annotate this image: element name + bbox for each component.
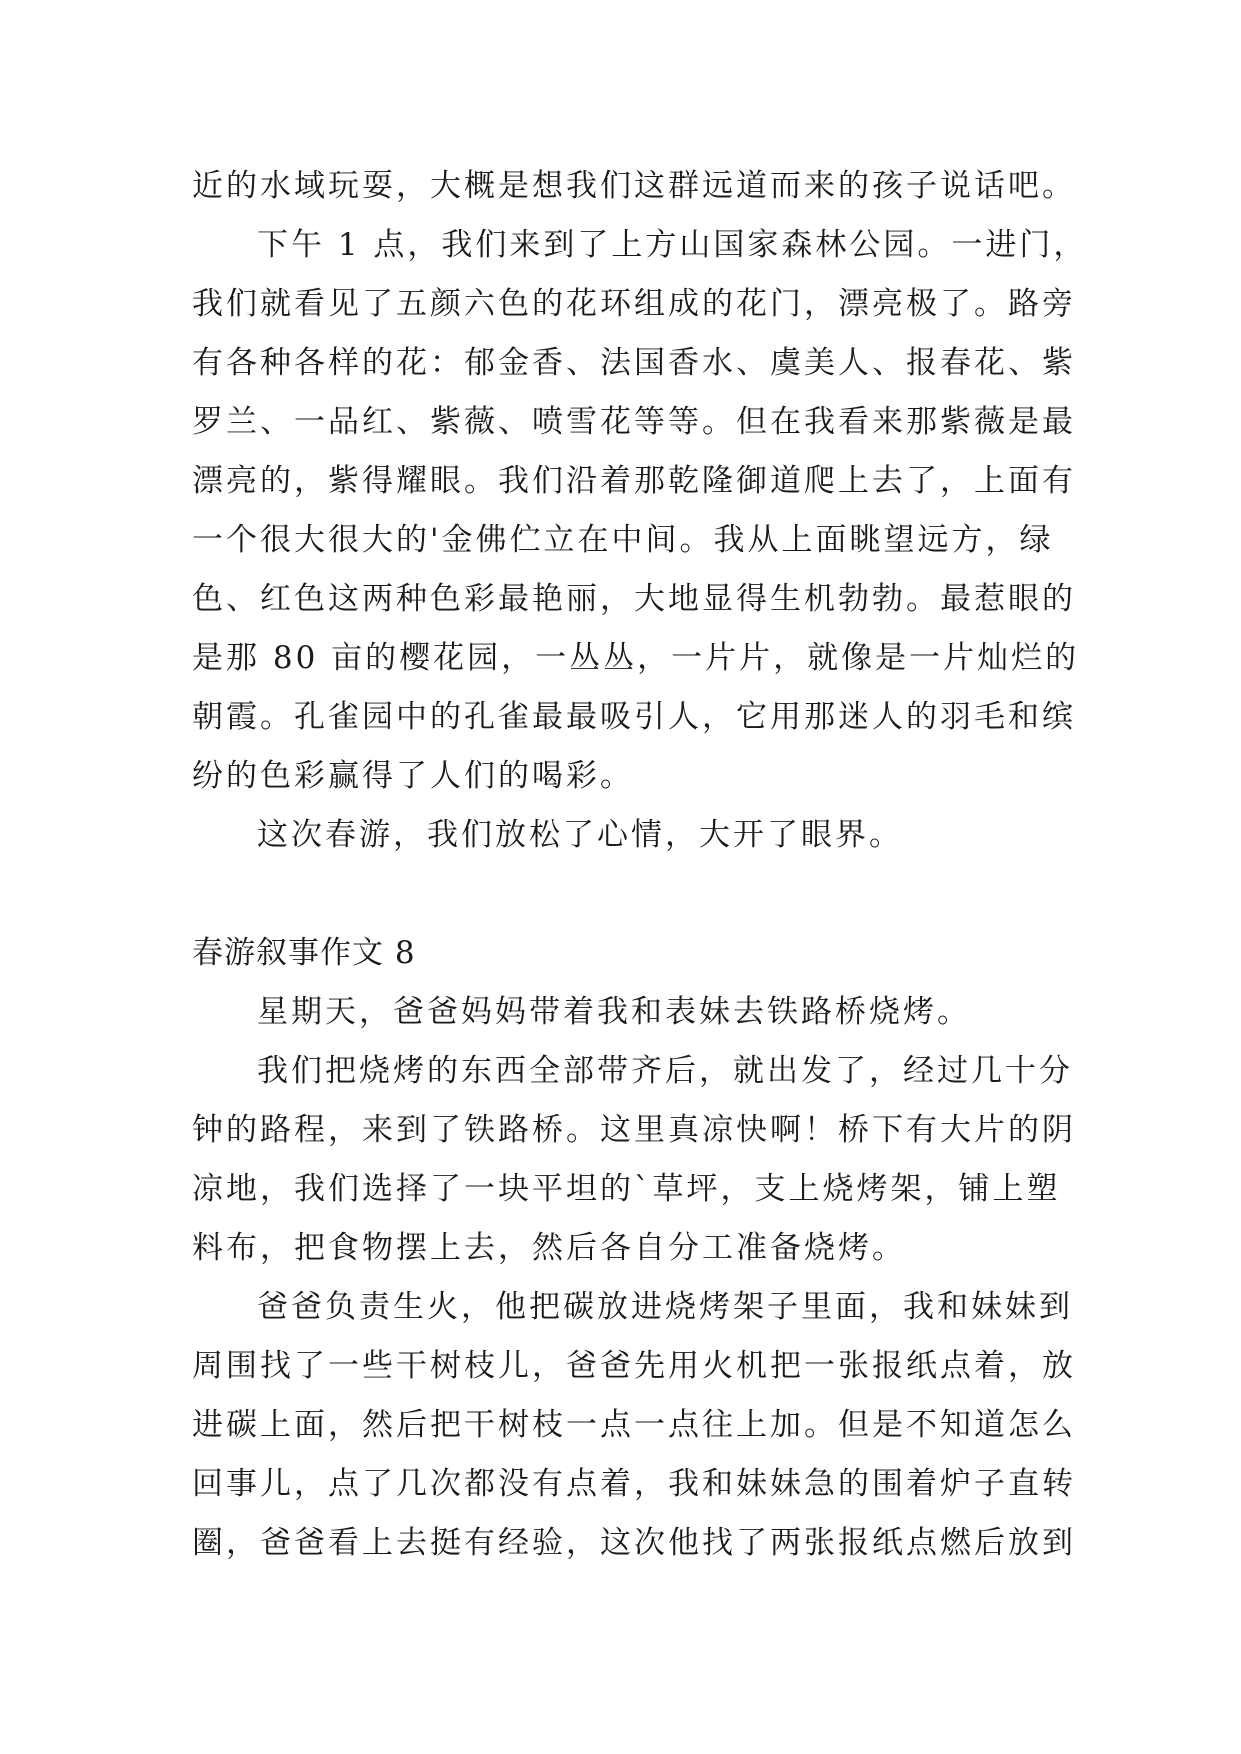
paragraph-start-line: 这次春游，我们放松了心情，大开了眼界。 — [257, 817, 903, 853]
text-line: 漂亮的，紫得耀眼。我们沿着那乾隆御道爬上去了，上面有 — [192, 463, 1076, 499]
section-title: 春游叙事作文 8 — [192, 935, 416, 971]
text-line: 近的水域玩耍，大概是想我们这群远道而来的孩子说话吧。 — [192, 168, 1076, 204]
text-line: 朝霞。孔雀园中的孔雀最最吸引人，它用那迷人的羽毛和缤 — [192, 699, 1076, 735]
text-line: 罗兰、一品红、紫薇、喷雪花等等。但在我看来那紫薇是最 — [192, 404, 1076, 440]
paragraph-start-line: 下午 1 点，我们来到了上方山国家森林公园。一进门， — [257, 227, 1088, 263]
section-gap — [192, 865, 1052, 924]
text-line: 进碳上面，然后把干树枝一点一点往上加。但是不知道怎么 — [192, 1407, 1076, 1443]
paragraph-start-line: 我们把烧烤的东西全部带齐后，就出发了，经过几十分 — [257, 1053, 1073, 1089]
text-line: 有各种各样的花：郁金香、法国香水、虞美人、报春花、紫 — [192, 345, 1076, 381]
paragraph-start-line: 爸爸负责生火，他把碳放进烧烤架子里面，我和妹妹到 — [257, 1289, 1073, 1325]
text-line: 色、红色这两种色彩最艳丽，大地显得生机勃勃。最惹眼的 — [192, 581, 1076, 617]
document-body — [192, 157, 1088, 1573]
text-line: 纷的色彩赢得了人们的喝彩。 — [192, 758, 634, 794]
text-line: 一个很大很大的'金佛伫立在中间。我从上面眺望远方，绿 — [192, 522, 1054, 558]
text-line: 钟的路程，来到了铁路桥。这里真凉快啊！桥下有大片的阴 — [192, 1112, 1076, 1148]
paragraph-start-line: 星期天，爸爸妈妈带着我和表妹去铁路桥烧烤。 — [257, 994, 971, 1030]
text-line: 回事儿，点了几次都没有点着，我和妹妹急的围着炉子直转 — [192, 1466, 1076, 1502]
text-line: 我们就看见了五颜六色的花环组成的花门，漂亮极了。路旁 — [192, 286, 1076, 322]
text-line: 料布，把食物摆上去，然后各自分工准备烧烤。 — [192, 1230, 906, 1266]
text-line: 是那 80 亩的樱花园，一丛丛，一片片，就像是一片灿烂的 — [192, 640, 1080, 676]
text-line: 圈，爸爸看上去挺有经验，这次他找了两张报纸点燃后放到 — [192, 1525, 1076, 1561]
text-line: 凉地，我们选择了一块平坦的`草坪，支上烧烤架，铺上塑 — [192, 1171, 1061, 1207]
text-line: 周围找了一些干树枝儿，爸爸先用火机把一张报纸点着，放 — [192, 1348, 1076, 1384]
